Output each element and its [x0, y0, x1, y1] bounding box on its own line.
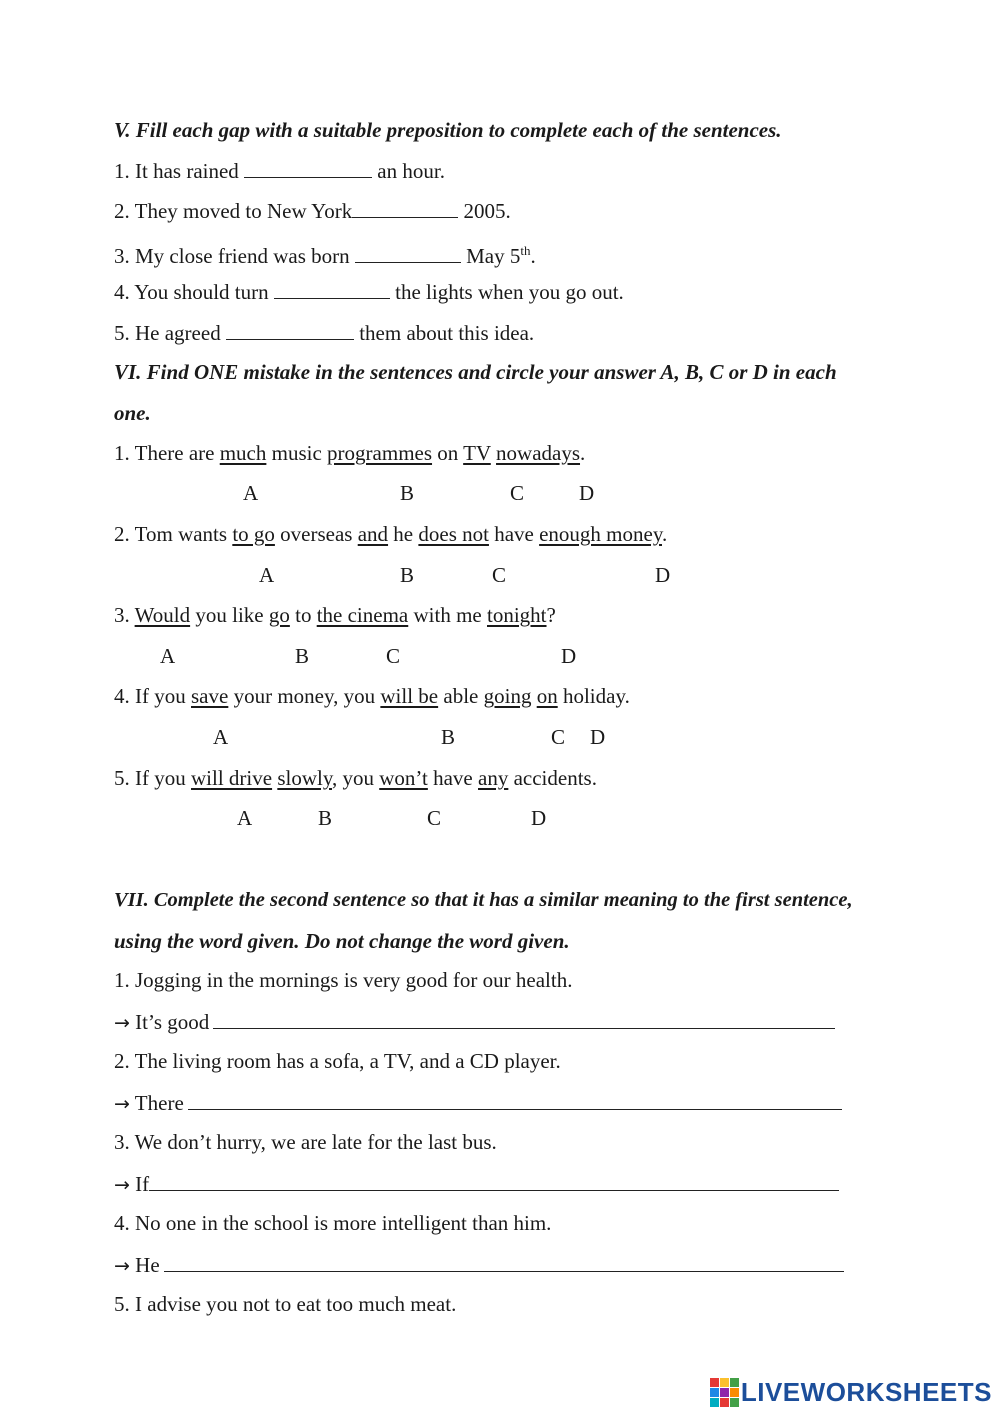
s6-q1-option-d[interactable]: D	[579, 481, 595, 505]
section-6-heading-line2: one.	[114, 401, 151, 425]
s6-q4-option-d[interactable]: D	[590, 725, 606, 749]
logo-text: LIVEWORKSHEETS	[740, 1376, 992, 1407]
s5-item-2: 2. They moved to New York 2005.	[114, 199, 511, 223]
s6-question-5: 5. If you will drive slowly, you won’t have any accidents.	[114, 766, 597, 790]
s6-question-1: 1. There are much music programmes on TV nowadays.	[114, 441, 586, 465]
logo-cell	[720, 1388, 729, 1397]
logo-cell	[710, 1398, 719, 1407]
s6-q3-option-b[interactable]: B	[295, 644, 310, 668]
s7-answer-3-input[interactable]	[149, 1170, 839, 1191]
logo-cell	[720, 1398, 729, 1407]
s5-item-3: 3. My close friend was born May 5th.	[114, 243, 536, 268]
section-5-heading: V. Fill each gap with a suitable preposition to complete each of the sentences.	[114, 118, 782, 142]
s7-answer-2-input[interactable]	[188, 1089, 842, 1110]
logo-cell	[720, 1378, 729, 1387]
arrow-icon: →	[114, 1255, 130, 1277]
s5-item-5: 5. He agreed them about this idea.	[114, 321, 535, 345]
arrow-icon: →	[114, 1093, 130, 1115]
s6-q4-option-c[interactable]: C	[551, 725, 566, 749]
s5-item-1: 1. It has rained an hour.	[114, 159, 445, 183]
section-7-heading-line2: using the word given. Do not change the word given.	[114, 929, 570, 953]
s6-q5-option-a[interactable]: A	[237, 806, 253, 830]
logo-cell	[710, 1388, 719, 1397]
section-6-heading-line1: VI. Find ONE mistake in the sentences and circle your answer A, B, C or D in each	[114, 360, 837, 384]
liveworksheets-logo[interactable]	[710, 1377, 992, 1407]
s6-q1-option-b[interactable]: B	[400, 481, 415, 505]
s6-question-4: 4. If you save your money, you will be able going on holiday.	[114, 684, 630, 708]
logo-cell	[730, 1398, 739, 1407]
section-7-heading-line1: VII. Complete the second sentence so that it has a similar meaning to the first sentence,	[114, 889, 853, 911]
s5-gap-1[interactable]	[244, 157, 372, 178]
s7-sentence-3: 3. We don’t hurry, we are late for the last bus.	[114, 1130, 497, 1154]
s7-answer-2: → There	[114, 1089, 842, 1117]
s6-q3-option-d[interactable]: D	[561, 644, 577, 668]
s6-q4-option-a[interactable]: A	[213, 725, 229, 749]
logo-cell	[730, 1388, 739, 1397]
s6-q2-option-a[interactable]: A	[259, 563, 275, 587]
logo-grid-icon	[710, 1378, 739, 1407]
arrow-icon: →	[114, 1174, 130, 1196]
s7-answer-1-input[interactable]	[213, 1008, 835, 1029]
s6-q3-option-a[interactable]: A	[160, 644, 176, 668]
s6-q2-option-c[interactable]: C	[492, 563, 507, 587]
s6-q1-option-a[interactable]: A	[243, 481, 259, 505]
s7-sentence-2: 2. The living room has a sofa, a TV, and a CD player.	[114, 1049, 561, 1073]
s6-q4-option-b[interactable]: B	[441, 725, 456, 749]
s5-item-4: 4. You should turn the lights when you go out.	[114, 280, 624, 304]
s5-gap-5[interactable]	[226, 319, 354, 340]
arrow-icon: →	[114, 1012, 130, 1034]
s7-sentence-4: 4. No one in the school is more intelligent than him.	[114, 1211, 552, 1235]
s6-question-2: 2. Tom wants to go overseas and he does not have enough money.	[114, 522, 668, 546]
logo-cell	[730, 1378, 739, 1387]
s5-gap-2[interactable]	[352, 197, 458, 218]
s7-answer-1: → It’s good	[114, 1008, 835, 1036]
s7-sentence-1: 1. Jogging in the mornings is very good for our health.	[114, 968, 573, 992]
s5-gap-4[interactable]	[274, 278, 390, 299]
s6-q1-option-c[interactable]: C	[510, 481, 525, 505]
s6-q2-option-b[interactable]: B	[400, 563, 415, 587]
logo-cell	[710, 1378, 719, 1387]
s6-q5-option-b[interactable]: B	[318, 806, 333, 830]
s6-q5-option-d[interactable]: D	[531, 806, 547, 830]
s6-q5-option-c[interactable]: C	[427, 806, 442, 830]
s6-q2-option-d[interactable]: D	[655, 563, 671, 587]
s7-sentence-5: 5. I advise you not to eat too much meat.	[114, 1292, 457, 1316]
s6-q3-option-c[interactable]: C	[386, 644, 401, 668]
s6-question-3: 3. Would you like go to the cinema with me tonight?	[114, 603, 556, 627]
s5-gap-3[interactable]	[355, 242, 461, 263]
s7-answer-4: → He	[114, 1251, 844, 1279]
s7-answer-4-input[interactable]	[164, 1251, 844, 1272]
s7-answer-3: → If	[114, 1170, 839, 1198]
